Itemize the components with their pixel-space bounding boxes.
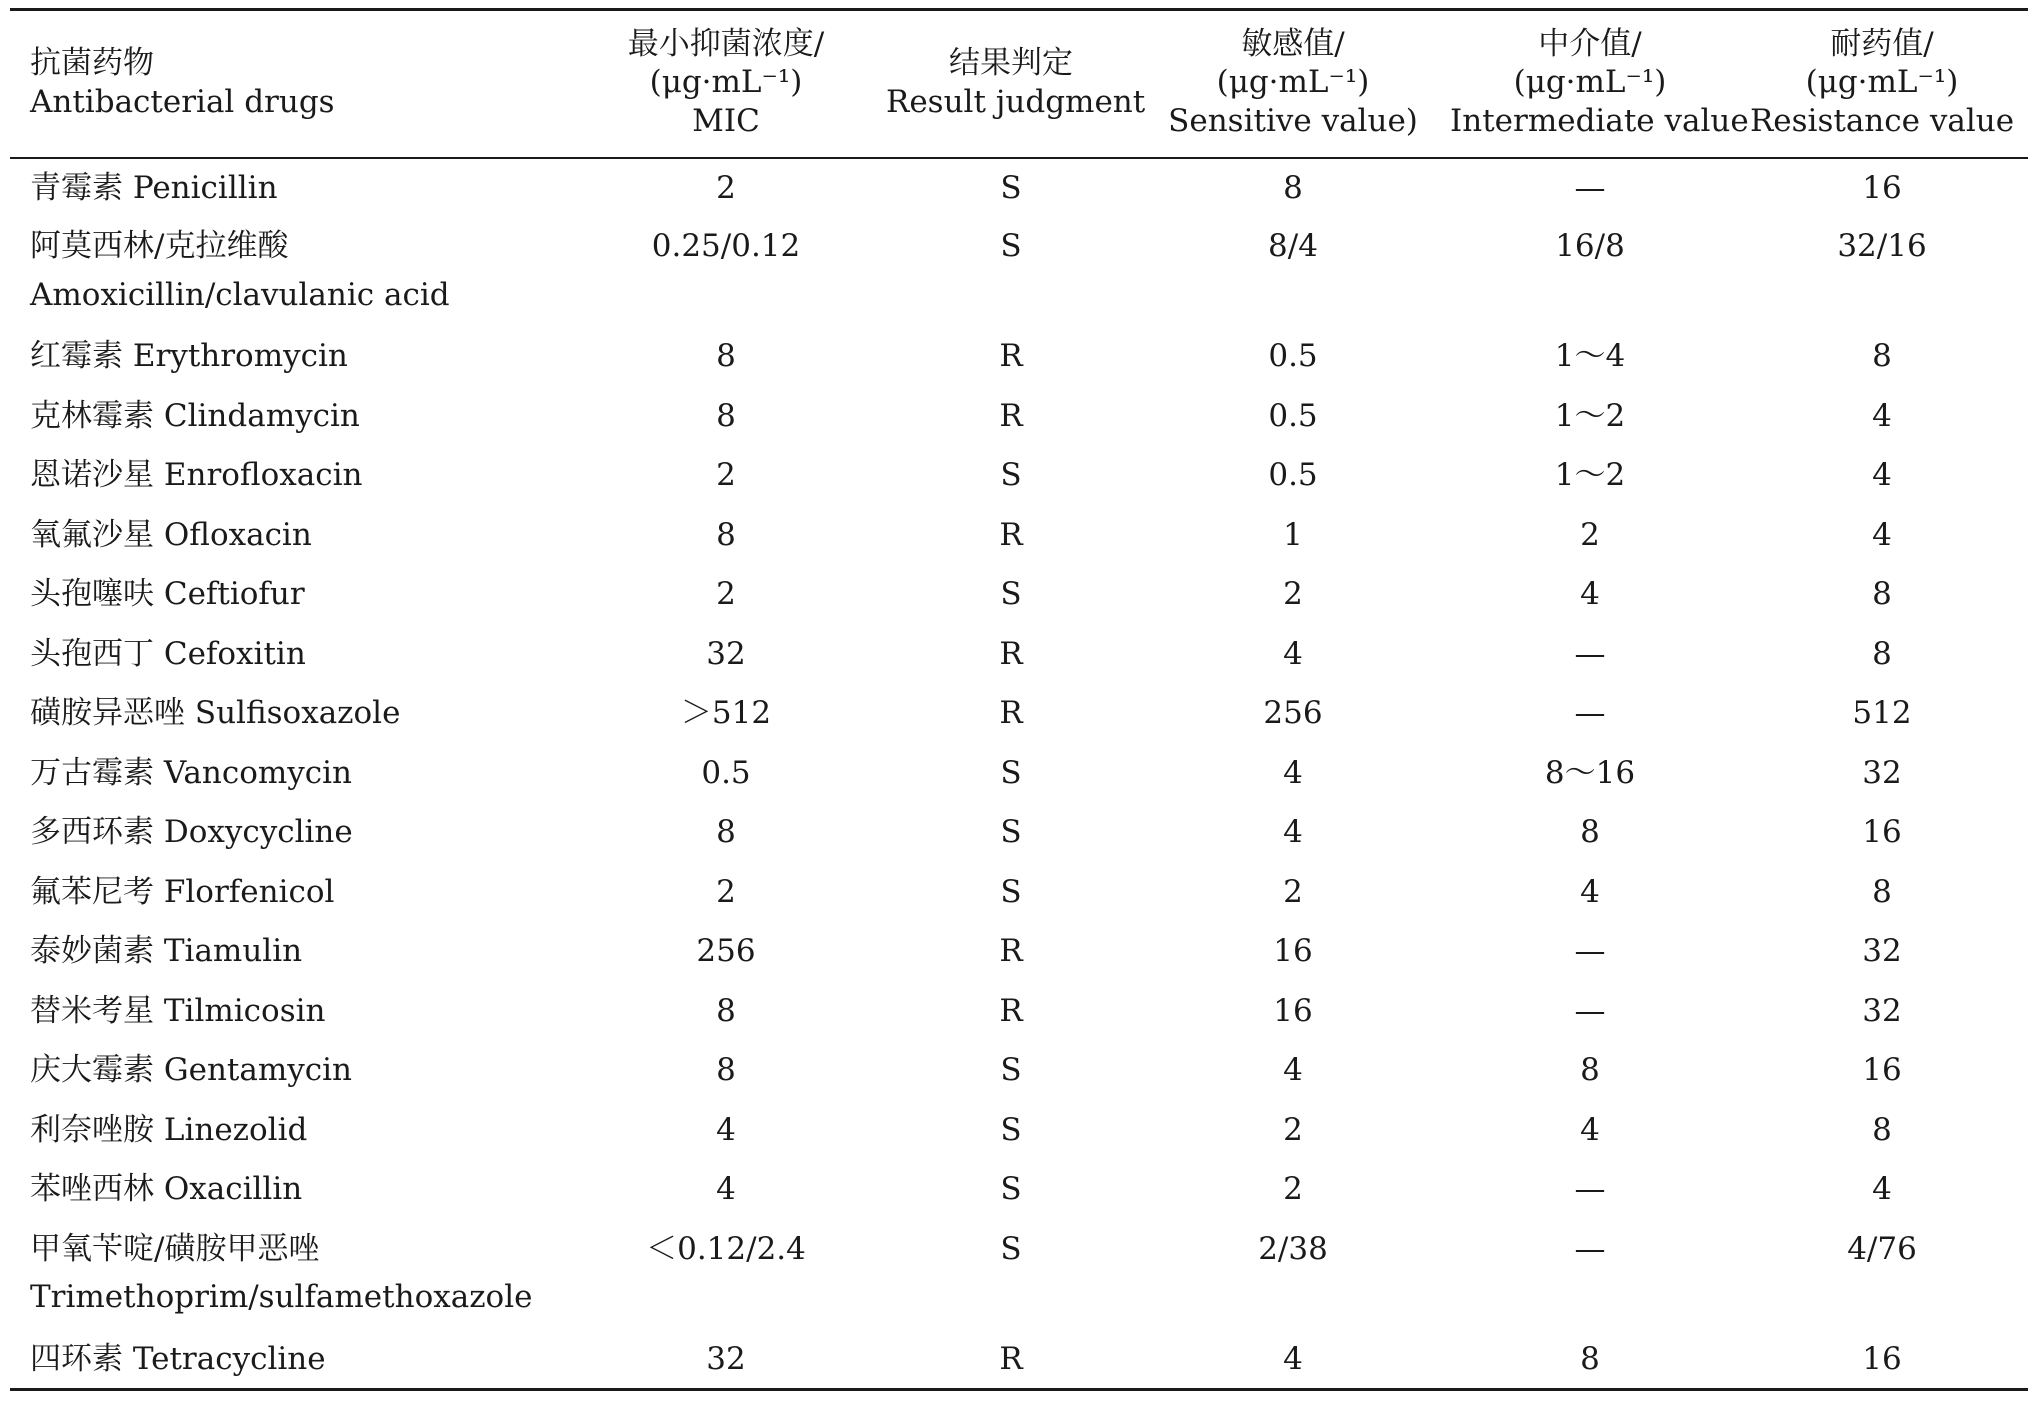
result-cell: S xyxy=(1000,576,1022,612)
result-cell: R xyxy=(999,933,1023,969)
mic-cell: ＞512 xyxy=(680,695,772,731)
table-row xyxy=(10,387,2028,447)
sensitive-cell: 2 xyxy=(1283,873,1303,910)
mic-table-container xyxy=(10,8,2028,1391)
drug-name: 阿莫西林/克拉维酸 xyxy=(30,228,289,264)
header-mic-en: MIC xyxy=(692,103,760,140)
mic-cell: 8 xyxy=(716,814,736,850)
sensitive-cell: 2 xyxy=(1283,1171,1303,1207)
sensitive-cell: 0.5 xyxy=(1268,397,1318,434)
table-row xyxy=(10,1160,2028,1220)
header-result-zh: 结果判定 xyxy=(949,45,1073,81)
header-intermediate-zh: 中介值/ xyxy=(1538,25,1642,62)
header-mic xyxy=(572,10,880,158)
table-row xyxy=(10,863,2028,923)
resistance-cell: 16 xyxy=(1862,1052,1902,1088)
intermediate-cell: 8～16 xyxy=(1544,754,1636,791)
drug-name: 头孢西丁 Cefoxitin xyxy=(30,635,306,672)
result-cell: S xyxy=(1000,457,1022,493)
drug-cell xyxy=(10,744,572,804)
result-cell: S xyxy=(1000,1111,1022,1148)
header-drug xyxy=(10,10,572,158)
mic-cell: 8 xyxy=(716,338,736,374)
sensitive-cell: 16 xyxy=(1273,992,1313,1029)
resistance-cell: 32 xyxy=(1862,754,1902,791)
drug-cell xyxy=(10,1041,572,1101)
drug-cell xyxy=(10,446,572,506)
result-cell: S xyxy=(1000,1230,1022,1267)
result-cell: R xyxy=(999,397,1023,434)
sensitive-cell: 4 xyxy=(1283,1052,1303,1088)
sensitive-cell: 2/38 xyxy=(1258,1230,1328,1267)
intermediate-cell: — xyxy=(1574,695,1606,731)
result-cell: S xyxy=(1000,754,1022,791)
header-drug-en: Antibacterial drugs xyxy=(30,83,335,120)
table-row xyxy=(10,803,2028,863)
sensitive-cell: 4 xyxy=(1283,754,1303,791)
drug-name: 氧氟沙星 Ofloxacin xyxy=(30,516,312,553)
mic-cell: 4 xyxy=(716,1171,736,1207)
table-row xyxy=(10,1041,2028,1101)
header-sensitive-en: Sensitive value) xyxy=(1168,103,1418,140)
mic-cell: 256 xyxy=(696,933,756,969)
intermediate-cell: — xyxy=(1574,933,1606,969)
mic-cell: 32 xyxy=(706,635,746,672)
drug-cell xyxy=(10,565,572,625)
resistance-cell: 16 xyxy=(1862,814,1902,850)
resistance-cell: 512 xyxy=(1852,695,1912,731)
header-sensitive xyxy=(1142,10,1444,158)
header-result xyxy=(880,10,1146,158)
intermediate-cell: 8 xyxy=(1444,1330,1736,1390)
resistance-cell: 4 xyxy=(1872,516,1892,553)
intermediate-cell: 4 xyxy=(1580,576,1600,612)
drug-cell xyxy=(10,1220,572,1330)
intermediate-cell: 8 xyxy=(1580,814,1600,850)
intermediate-cell: 1～2 xyxy=(1554,397,1626,434)
drug-name: Amoxicillin/clavulanic acid xyxy=(30,276,450,313)
sensitive-cell: 2 xyxy=(1283,576,1303,612)
drug-cell xyxy=(10,803,572,863)
drug-name: 克林霉素 Clindamycin xyxy=(30,397,360,434)
sensitive-cell: 4 xyxy=(1142,1330,1444,1390)
sensitive-cell: 8/4 xyxy=(1268,228,1318,264)
mic-cell: 0.5 xyxy=(701,754,751,791)
drug-name: 磺胺异恶唑 Sulfisoxazole xyxy=(30,695,401,731)
table-row xyxy=(10,1330,2028,1390)
resistance-cell: 8 xyxy=(1872,873,1892,910)
intermediate-cell: 1～2 xyxy=(1554,457,1626,493)
header-sensitive-unit: (μg·mL⁻¹) xyxy=(1216,64,1370,101)
result-cell: R xyxy=(999,695,1023,731)
drug-cell xyxy=(10,387,572,447)
resistance-cell: 8 xyxy=(1872,635,1892,672)
result-cell: S xyxy=(1000,228,1022,264)
result-cell: R xyxy=(999,338,1023,374)
header-resistance-unit: (μg·mL⁻¹) xyxy=(1805,64,1959,101)
drug-name: 氟苯尼考 Florfenicol xyxy=(30,873,335,910)
header-mic-zh: 最小抑菌浓度/ xyxy=(627,25,825,62)
drug-name: 庆大霉素 Gentamycin xyxy=(30,1052,353,1088)
table-row xyxy=(10,506,2028,566)
table-row xyxy=(10,446,2028,506)
intermediate-cell: 4 xyxy=(1580,1111,1600,1148)
drug-cell xyxy=(10,1101,572,1161)
resistance-cell: 32/16 xyxy=(1837,228,1927,264)
resistance-cell: 32 xyxy=(1862,992,1902,1029)
table-row xyxy=(10,684,2028,744)
drug-name: 青霉素 Penicillin xyxy=(30,169,278,206)
header-drug-zh: 抗菌药物 xyxy=(30,45,154,81)
resistance-cell: 4 xyxy=(1872,397,1892,434)
drug-cell xyxy=(10,863,572,923)
drug-name: 替米考星 Tilmicosin xyxy=(30,992,326,1029)
mic-cell: 8 xyxy=(716,516,736,553)
intermediate-cell: — xyxy=(1574,635,1606,672)
mic-cell: 4 xyxy=(716,1111,736,1148)
result-cell: S xyxy=(1000,169,1022,206)
resistance-cell: 8 xyxy=(1872,1111,1892,1148)
intermediate-cell: 1～4 xyxy=(1554,338,1626,374)
drug-cell xyxy=(10,982,572,1042)
drug-cell xyxy=(10,506,572,566)
mic-cell: 0.25/0.12 xyxy=(651,228,801,264)
intermediate-cell: 2 xyxy=(1580,516,1600,553)
drug-name: 四环素 Tetracycline xyxy=(30,1340,326,1377)
sensitive-cell: 4 xyxy=(1283,814,1303,850)
sensitive-cell: 4 xyxy=(1283,635,1303,672)
intermediate-cell: 4 xyxy=(1580,873,1600,910)
drug-name: 万古霉素 Vancomycin xyxy=(30,754,353,791)
drug-name: 甲氧苄啶/磺胺甲恶唑 xyxy=(30,1230,320,1267)
resistance-cell: 4 xyxy=(1872,457,1892,493)
sensitive-cell: 1 xyxy=(1283,516,1303,553)
sensitive-cell: 16 xyxy=(1273,933,1313,969)
drug-cell xyxy=(10,217,572,327)
table-row xyxy=(10,922,2028,982)
table-row xyxy=(10,982,2028,1042)
drug-cell xyxy=(10,1330,572,1390)
drug-name: 头孢噻呋 Ceftiofur xyxy=(30,576,305,612)
table-row xyxy=(10,744,2028,804)
result-cell: R xyxy=(999,992,1023,1029)
drug-name: 苯唑西林 Oxacillin xyxy=(30,1171,303,1207)
header-intermediate xyxy=(1444,10,1749,158)
header-result-en: Result judgment xyxy=(886,83,1146,120)
header-mic-unit: (μg·mL⁻¹) xyxy=(649,64,803,101)
drug-cell xyxy=(10,327,572,387)
result-cell: R xyxy=(880,1330,1142,1390)
result-cell: S xyxy=(1000,873,1022,910)
mic-cell: 8 xyxy=(716,992,736,1029)
result-cell: S xyxy=(1000,1171,1022,1207)
intermediate-cell: — xyxy=(1574,169,1606,206)
intermediate-cell: — xyxy=(1574,992,1606,1029)
header-resistance xyxy=(1736,10,2028,158)
drug-cell xyxy=(10,158,572,218)
result-cell: R xyxy=(999,516,1023,553)
header-intermediate-unit: (μg·mL⁻¹) xyxy=(1513,64,1667,101)
intermediate-cell: 16/8 xyxy=(1555,228,1625,264)
table-row xyxy=(10,1101,2028,1161)
drug-name: 泰妙菌素 Tiamulin xyxy=(30,933,303,969)
resistance-cell: 8 xyxy=(1872,338,1892,374)
mic-cell: 2 xyxy=(716,169,736,206)
mic-cell: 2 xyxy=(716,457,736,493)
drug-name: 利奈唑胺 Linezolid xyxy=(30,1111,308,1148)
drug-cell xyxy=(10,684,572,744)
table-header xyxy=(10,10,2028,158)
drug-cell xyxy=(10,1160,572,1220)
mic-cell: 8 xyxy=(716,397,736,434)
resistance-cell: 16 xyxy=(1862,169,1902,206)
sensitive-cell: 0.5 xyxy=(1268,457,1318,493)
header-intermediate-en: Intermediate value xyxy=(1450,103,1749,140)
result-cell: R xyxy=(999,635,1023,672)
intermediate-cell: 8 xyxy=(1580,1052,1600,1088)
header-resistance-zh: 耐药值/ xyxy=(1830,25,1934,62)
drug-name: 恩诺沙星 Enrofloxacin xyxy=(30,457,363,493)
mic-cell: 2 xyxy=(716,576,736,612)
header-sensitive-zh: 敏感值/ xyxy=(1241,25,1345,62)
table-row xyxy=(10,625,2028,685)
drug-cell xyxy=(10,922,572,982)
drug-name: 多西环素 Doxycycline xyxy=(30,814,353,850)
intermediate-cell: — xyxy=(1574,1230,1606,1267)
drug-name: 红霉素 Erythromycin xyxy=(30,338,348,374)
sensitive-cell: 2 xyxy=(1283,1111,1303,1148)
mic-cell: 2 xyxy=(716,873,736,910)
header-row xyxy=(10,10,2028,158)
result-cell: S xyxy=(1000,814,1022,850)
resistance-cell: 16 xyxy=(1736,1330,2028,1390)
sensitive-cell: 8 xyxy=(1283,169,1303,206)
sensitive-cell: 256 xyxy=(1263,695,1323,731)
drug-name: Trimethoprim/sulfamethoxazole xyxy=(30,1279,533,1316)
drug-cell xyxy=(10,625,572,685)
table-row xyxy=(10,158,2028,218)
sensitive-cell: 0.5 xyxy=(1268,338,1318,374)
mic-results-table xyxy=(10,8,2028,1391)
mic-cell: 8 xyxy=(716,1052,736,1088)
resistance-cell: 4 xyxy=(1872,1171,1892,1207)
mic-cell: 32 xyxy=(572,1330,880,1390)
header-resistance-en: Resistance value xyxy=(1749,103,2015,140)
table-body xyxy=(10,158,2028,1390)
resistance-cell: 4/76 xyxy=(1847,1230,1917,1267)
table-row xyxy=(10,565,2028,625)
mic-cell: ＜0.12/2.4 xyxy=(646,1230,806,1267)
table-row xyxy=(10,217,2028,327)
table-row xyxy=(10,1220,2028,1330)
intermediate-cell: — xyxy=(1574,1171,1606,1207)
table-row xyxy=(10,327,2028,387)
resistance-cell: 8 xyxy=(1872,576,1892,612)
result-cell: S xyxy=(1000,1052,1022,1088)
resistance-cell: 32 xyxy=(1862,933,1902,969)
